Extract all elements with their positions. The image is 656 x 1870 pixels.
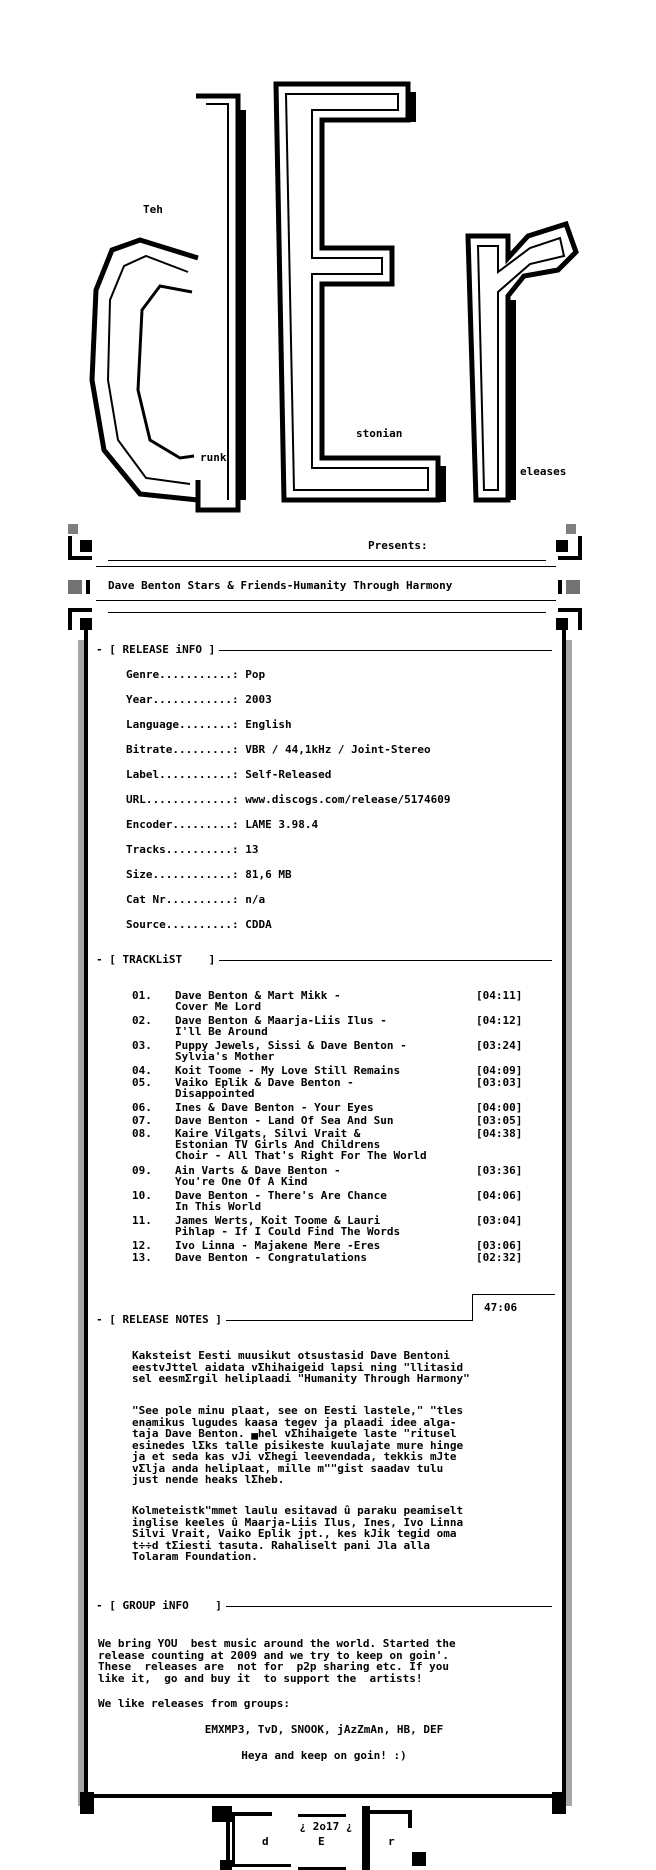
track-title: Koit Toome - My Love Still Remains	[175, 1064, 401, 1077]
logo-word-teh: Teh	[143, 203, 163, 216]
track-time: [03:36]	[476, 1164, 523, 1177]
track-title: Ain Varts & Dave Benton - You're One Of A Kind	[175, 1164, 341, 1188]
tracklist-title: - [ TRACKLiST ]	[96, 953, 219, 966]
track-number: 08.	[132, 1127, 152, 1140]
footer-letter-d: d	[262, 1835, 269, 1848]
info-value: English	[245, 718, 292, 731]
track-time: [04:12]	[476, 1014, 523, 1027]
track-number: 07.	[132, 1114, 152, 1127]
info-label: Bitrate.........:	[126, 743, 239, 756]
track-title: Dave Benton - Congratulations	[175, 1251, 368, 1264]
notes-paragraph: Kaksteist Eesti muusikut otsustasid Dave Bentoni eestvJttel aidata vΣhihaigeid lapsi ning "llitasid sel eesmΣrgil heliplaadi "Humanity Through Harmony"	[132, 1349, 470, 1385]
track-time: [03:05]	[476, 1114, 523, 1127]
track-title: Puppy Jewels, Sissi & Dave Benton - Sylvia's Mother	[175, 1039, 407, 1063]
track-number: 10.	[132, 1189, 152, 1202]
track-title: Dave Benton - Land Of Sea And Sun	[175, 1114, 394, 1127]
groups-intro: We like releases from groups:	[98, 1697, 291, 1710]
info-value: Self-Released	[245, 768, 332, 781]
track-time: [04:38]	[476, 1127, 523, 1140]
track-number: 12.	[132, 1239, 152, 1252]
track-title: Kaire Vilgats, Silvi Vrait & Estonian TV Girls And Childrens Choir - All That's Right For The World	[175, 1127, 427, 1162]
track-time: [04:00]	[476, 1101, 523, 1114]
info-label: Tracks..........:	[126, 843, 239, 856]
release-title: Dave Benton Stars & Friends-Humanity Through Harmony	[108, 579, 453, 592]
group-info-text: We bring YOU best music around the world. Started the release counting at 2009 and we try to keep on goin'. These releases are not for p2p sharing etc. If you like it, go and buy it to support the artists!	[98, 1637, 456, 1685]
info-value: n/a	[245, 893, 266, 906]
info-value: VBR / 44,1kHz / Joint-Stereo	[245, 743, 431, 756]
info-value: www.discogs.com/release/5174609	[245, 793, 451, 806]
track-time: [04:11]	[476, 989, 523, 1002]
info-label: URL.............:	[126, 793, 239, 806]
logo-word-stonian: stonian	[356, 427, 403, 440]
track-title: James Werts, Koit Toome & Lauri Pihlap - If I Could Find The Words	[175, 1214, 401, 1238]
release-notes-title: - [ RELEASE NOTES ]	[96, 1313, 226, 1326]
info-value: LAME 3.98.4	[245, 818, 319, 831]
track-time: [03:03]	[476, 1076, 523, 1089]
track-time: [02:32]	[476, 1251, 523, 1264]
info-label: Genre...........:	[126, 668, 239, 681]
info-value: 13	[245, 843, 259, 856]
track-number: 06.	[132, 1101, 152, 1114]
info-label: Size............:	[126, 868, 239, 881]
track-time: [04:06]	[476, 1189, 523, 1202]
info-label: Cat Nr..........:	[126, 893, 239, 906]
total-time: 47:06	[484, 1301, 518, 1314]
track-time: [03:06]	[476, 1239, 523, 1252]
info-label: Label...........:	[126, 768, 239, 781]
logo-word-eleases: eleases	[520, 465, 567, 478]
track-time: [04:09]	[476, 1064, 523, 1077]
signoff: Heya and keep on goin! :)	[241, 1749, 407, 1762]
groups-list: EMXMP3, TvD, SNOOK, jAzZmAn, HB, DEF	[204, 1723, 444, 1736]
info-value: 2003	[245, 693, 272, 706]
track-title: Ines & Dave Benton - Your Eyes	[175, 1101, 374, 1114]
info-value: CDDA	[245, 918, 272, 931]
track-time: [03:04]	[476, 1214, 523, 1227]
track-number: 13.	[132, 1251, 152, 1264]
footer-letter-e: E	[318, 1835, 325, 1848]
track-number: 04.	[132, 1064, 152, 1077]
track-title: Dave Benton - There's Are Chance In This World	[175, 1189, 387, 1213]
logo-art	[0, 0, 656, 520]
track-number: 05.	[132, 1076, 152, 1089]
track-number: 01.	[132, 989, 152, 1002]
notes-paragraph: Kolmeteistk"mmet laulu esitavad û paraku peamiselt inglise keeles û Maarja-Liis Ilus, Ines, Ivo Linna Silvi Vrait, Vaiko Eplik jpt., kes kJik tegid oma t÷÷d tΣiesti tasuta. Rahaliselt pani Jla alla Tolaram Foundation.	[132, 1504, 464, 1563]
presents-label: Presents:	[368, 539, 428, 552]
track-time: [03:24]	[476, 1039, 523, 1052]
logo-word-runk: runk	[200, 451, 227, 464]
info-label: Language........:	[126, 718, 239, 731]
group-info-title: - [ GROUP iNFO ]	[96, 1599, 226, 1612]
track-number: 02.	[132, 1014, 152, 1027]
track-number: 11.	[132, 1214, 152, 1227]
footer-letter-r: r	[388, 1835, 395, 1848]
info-value: Pop	[245, 668, 266, 681]
track-title: Vaiko Eplik & Dave Benton - Disappointed	[175, 1076, 354, 1100]
info-label: Encoder.........:	[126, 818, 239, 831]
footer-year: ¿ 2o17 ¿	[299, 1820, 353, 1833]
info-label: Year............:	[126, 693, 239, 706]
info-value: 81,6 MB	[245, 868, 292, 881]
track-number: 03.	[132, 1039, 152, 1052]
track-title: Dave Benton & Maarja-Liis Ilus - I'll Be Around	[175, 1014, 387, 1038]
info-label: Source..........:	[126, 918, 239, 931]
track-title: Dave Benton & Mart Mikk - Cover Me Lord	[175, 989, 341, 1013]
notes-paragraph: "See pole minu plaat, see on Eesti lastele," "tles enamikus lugudes kaasa tegev ja plaadi idee alga- taja Dave Benton. ▄hel vΣhihaigete laste "ritusel esinedes lΣks talle pisikeste kuulajate mure hinge ja et seda kas vJi vΣhegi leevendada, tekkis mJte vΣlja anda heliplaat, mille m""gist saadav tulu just nende heaks lΣheb.	[132, 1404, 464, 1486]
track-title: Ivo Linna - Majakene Mere -Eres	[175, 1239, 381, 1252]
track-number: 09.	[132, 1164, 152, 1177]
release-info-title: - [ RELEASE iNFO ]	[96, 643, 219, 656]
